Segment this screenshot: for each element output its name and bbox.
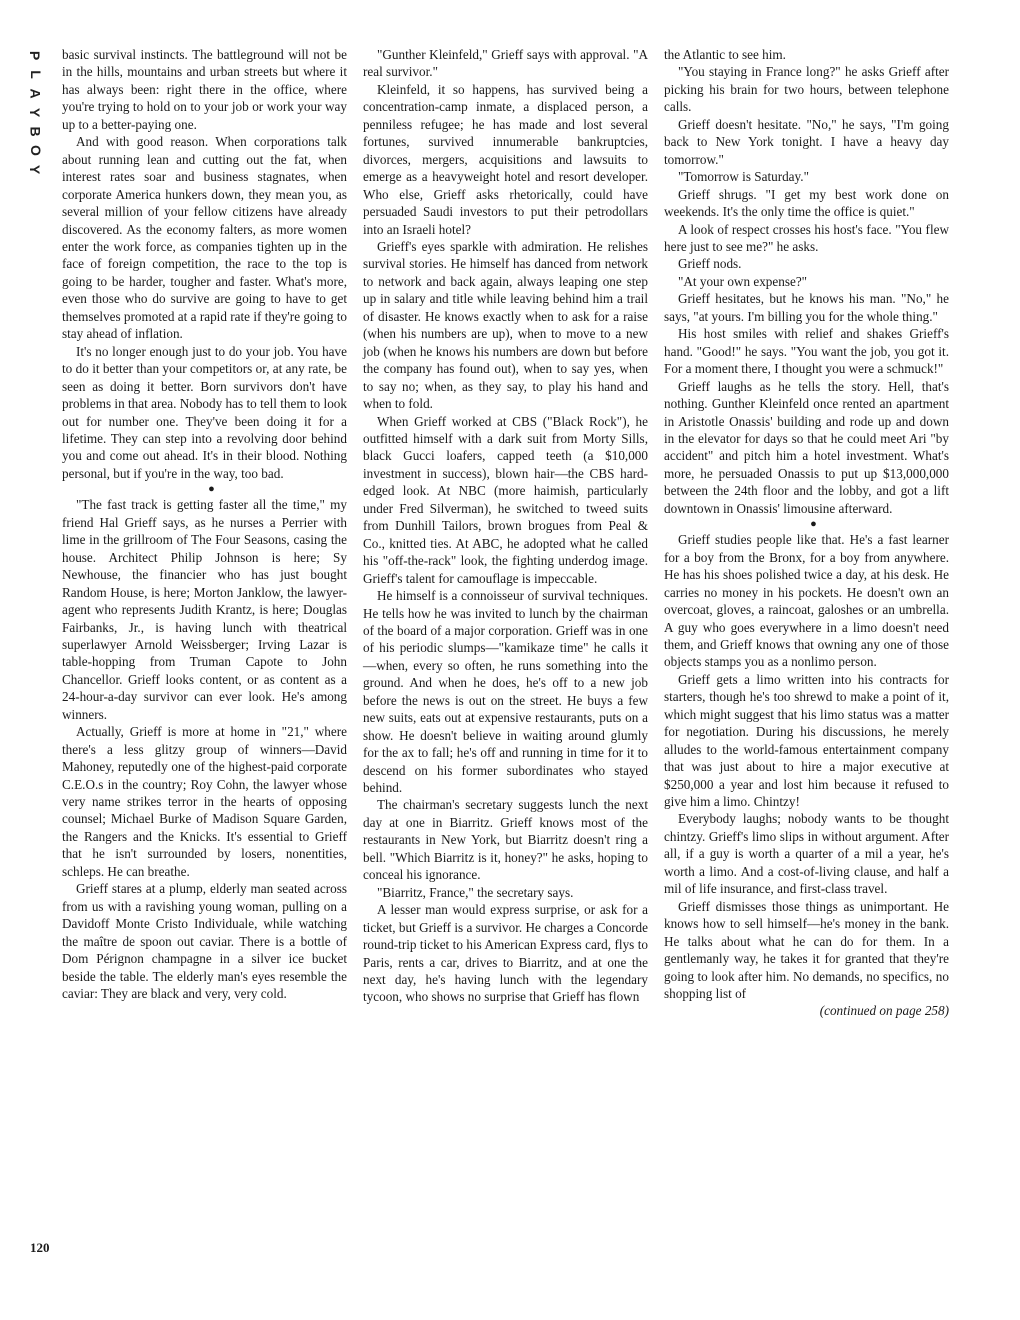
- paragraph: "Tomorrow is Saturday.": [678, 169, 809, 185]
- logo-letter: P: [27, 50, 44, 61]
- paragraph: Grieff's eyes sparkle with admiration. He relishes survival stories. He himself has danced from network to network and back again, always leaping one step up in salary and title while leaving behind him a trail of disaster. He knows exactly when to ask for a raise (when his numbers are up), when to move to a new job (when he knows his numbers are down but before the company has found out), when to say yes, when to say no; when, as they say, to play his hand and when to fold.: [363, 238, 648, 412]
- column-2: [363, 46, 648, 1006]
- paragraph: Grieff stares at a plump, elderly man seated across from us with a ravishing young woman, pulling on a Davidoff Monte Cristo Individuale, while watching the maître de spoon out caviar. There is a bottle of Dom Pérignon champagne in a silver ice bucket beside the table. The elderly man's eyes resemble the caviar: They are black and very, very cold.: [62, 881, 347, 1002]
- logo-letter: Y: [27, 164, 44, 175]
- paragraph: Grieff nods.: [678, 256, 742, 272]
- paragraph: A lesser man would express surprise, or ask for a ticket, but Grieff is a survivor. He charges a Concorde round-trip ticket to his American Express card, flys to Paris, rents a car, drives to Biarritz, and at one the next day, he's having lunch with the legendary tycoon, who shows no surprise that Grieff has flown: [363, 902, 648, 1005]
- paragraph: Grieff shrugs. "I get my best work done on weekends. It's the only time the office is quiet.": [664, 186, 949, 220]
- section-divider: ●: [810, 518, 817, 531]
- page-number: 120: [30, 1240, 50, 1255]
- paragraph: He himself is a connoisseur of survival techniques. He tells how he was invited to lunch by the chairman of the board of a major corporation. Grieff was in one of his periodic slumps—"kamikaze time" he calls it—when, every so often, he runs something into the ground. And when he does, he's off to a new job before the news is out on the street. He buys a few new suits, eats out at expensive restaurants, puts on a show. He doesn't believe in waiting around glumly for the ax to fall; he's off and running in time for it to descend on his former subordinates who stayed behind.: [363, 588, 648, 796]
- logo-letter: Y: [27, 107, 44, 118]
- paragraph: Everybody laughs; nobody wants to be thought chintzy. Grieff's limo slips in without argument. After all, if a guy is worth a quarter of a mil a year, he's worth a limo. And a cost-of-living clause, and half a mil of life insurance, and first-class travel.: [664, 811, 949, 897]
- continued-note: (continued on page 258): [819, 1003, 949, 1019]
- paragraph: basic survival instincts. The battleground will not be in the hills, mountains and urban streets but where it has always been: right there in the office, where you're trying to hold on to your job or work your way up to a better-paying one.: [62, 47, 347, 132]
- section-divider: ●: [208, 483, 215, 496]
- paragraph: "At your own expense?": [678, 273, 808, 289]
- paragraph: The chairman's secretary suggests lunch the next day at one in Biarritz. Grieff knows most of the restaurants in New York, but Biarritz doesn't ring a bell. "Which Biarritz is it, honey?" he asks, hoping to conceal his ignorance.: [363, 797, 648, 883]
- paragraph: Kleinfeld, it so happens, has survived being a concentration-camp inmate, a displaced person, a penniless refugee; he has made and lost several fortunes, survived innumerable bankruptcies, divorces, mergers, acquisitions and lawsuits to emerge as a heavyweight hotel and resort developer. Who else, Grieff asks rhetorically, could have persuaded Saudi investors to put their petrodollars into an Israeli hotel?: [363, 81, 648, 237]
- logo-letter: L: [27, 70, 44, 79]
- paragraph: "Gunther Kleinfeld," Grieff says with approval. "A real survivor.": [363, 47, 648, 80]
- paragraph: Grieff dismisses those things as unimportant. He knows how to sell himself—he's money in the bank. He talks about what he can do for them. In a gentlemanly way, he takes it for granted that they're going to look after him. No demands, no specifics, no shopping list of: [664, 898, 949, 1002]
- paragraph: Grieff gets a limo written into his contracts for starters, though he's too shrewd to make a point of it, which might suggest that his limo status was a matter for negotiation. During his discussions, he merely alludes to the world-famous entertainment company that was just about to hire a major executive at $250,000 a year and lost him because it refused to give him a limo. Chintzy!: [664, 671, 949, 810]
- logo-letter: O: [27, 145, 44, 156]
- paragraph: the Atlantic to see him.: [664, 47, 786, 62]
- paragraph: Grieff hesitates, but he knows his man. "No," he says, "at yours. I'm billing you for the whole thing.": [664, 291, 949, 324]
- paragraph: Grieff laughs as he tells the story. Hell, that's nothing. Gunther Kleinfeld once rented an apartment in Aristotle Onassis' building and rode up and down in the elevator for days so that he could meet Ari "by accident" and pitch him a hotel investment. What's more, he persuaded Onassis to put up $13,000,000 between the 24th floor and the lobby, and got a lift downtown in Onassis' limousine afterward.: [664, 378, 949, 516]
- paragraph: It's no longer enough just to do your job. You have to do it better than your competitors or, at any rate, be seen as doing it better. Born survivors don't have problems in that area. Nobody has to tell them to look out for number one. They've been doing it for a lifetime. They can step into a revolving door behind you and come out ahead. It's in their blood. Nothing personal, but if you're in the way, too bad.: [62, 343, 347, 481]
- magazine-logo: [22, 46, 48, 179]
- paragraph: "You staying in France long?" he asks Grieff after picking his brain for two hours, between telephone calls.: [664, 64, 949, 115]
- paragraph: Grieff doesn't hesitate. "No," he says, "I'm going back to New York tonight. I have a heavy day tomorrow.": [664, 116, 949, 167]
- paragraph: Actually, Grieff is more at home in "21," where there's a less glitzy group of winners—David Mahoney, reputedly one of the highest-paid corporate C.E.O.s in the country; Roy Cohn, the lawyer whose very name strikes terror in the hearts of opposing counsel; Michael Burke of Madison Square Garden, the Rangers and the Knicks. It's essential to Grieff that he isn't surrounded by losers, nonentities, schleps. He can breathe.: [62, 724, 347, 879]
- paragraph: A look of respect crosses his host's face. "You flew here just to see me?" he asks.: [664, 221, 949, 254]
- paragraph: "The fast track is getting faster all the time," my friend Hal Grieff says, as he nurses a Perrier with lime in the grillroom of The Four Seasons, casing the house. Architect Philip Johnson is here; Sy Newhouse, the financier who has just bought Random House, is here; Morton Janklow, the lawyer-agent who represents Judith Krantz, is here; Douglas Fairbanks, Jr., is having lunch with theatrical superlawyer Arnold Weissberger; Irving Lazar is table-hopping from Truman Capote to John Chancellor. Grieff looks content, or as content as a 24-hour-a-day survivor can ever look. He's among winners.: [62, 497, 347, 722]
- paragraph: And with good reason. When corporations talk about running lean and cutting out the fat, when interest rates soar and business stagnates, when corporate America hunkers down, they mean you, as several million of your fellow citizens have already discovered. As the economy falters, as more women enter the work force, as companies tighten up in the face of foreign competition, the race to the top is going to be harder, tougher and faster. What's more, even those who do survive are going to have to get themselves promoted at a rapid rate if they're going to stay ahead of inflation.: [62, 134, 347, 342]
- paragraph: His host smiles with relief and shakes Grieff's hand. "Good!" he says. "You want the job, you got it. For a moment there, I thought you were a schmuck!": [664, 326, 949, 377]
- logo-letter: B: [27, 126, 44, 137]
- logo-letter: A: [27, 88, 44, 99]
- paragraph: "Biarritz, France," the secretary says.: [377, 884, 574, 900]
- column-1: [62, 46, 347, 1002]
- paragraph: Grieff studies people like that. He's a fast learner for a boy from the Bronx, for a boy from anywhere. He has his shoes polished twice a day, at his desk. He carries no money in his pockets. He doesn't own an overcoat, gloves, a raincoat, galoshes or an umbrella. A guy who goes everywhere in a limo doesn't need them, and Grieff knows that owning any one of those objects stamps you as a nonlimo person.: [664, 532, 949, 670]
- column-3: [664, 46, 949, 1020]
- paragraph: When Grieff worked at CBS ("Black Rock"), he outfitted himself with a dark suit from Morty Sills, black Gucci loafers, capped teeth (a $10,000 investment in success), blown hair—the CBS hard-edged look. At NBC (more haimish, particularly under Fred Silverman), he switched to tweed suits from Dunhill Tailors, brown brogues from Peal & Co., knitted ties. At ABC, he adopted what he called his "off-the-rack" look, the fighting underdog image. Grieff's talent for camouflage is impeccable.: [363, 413, 648, 586]
